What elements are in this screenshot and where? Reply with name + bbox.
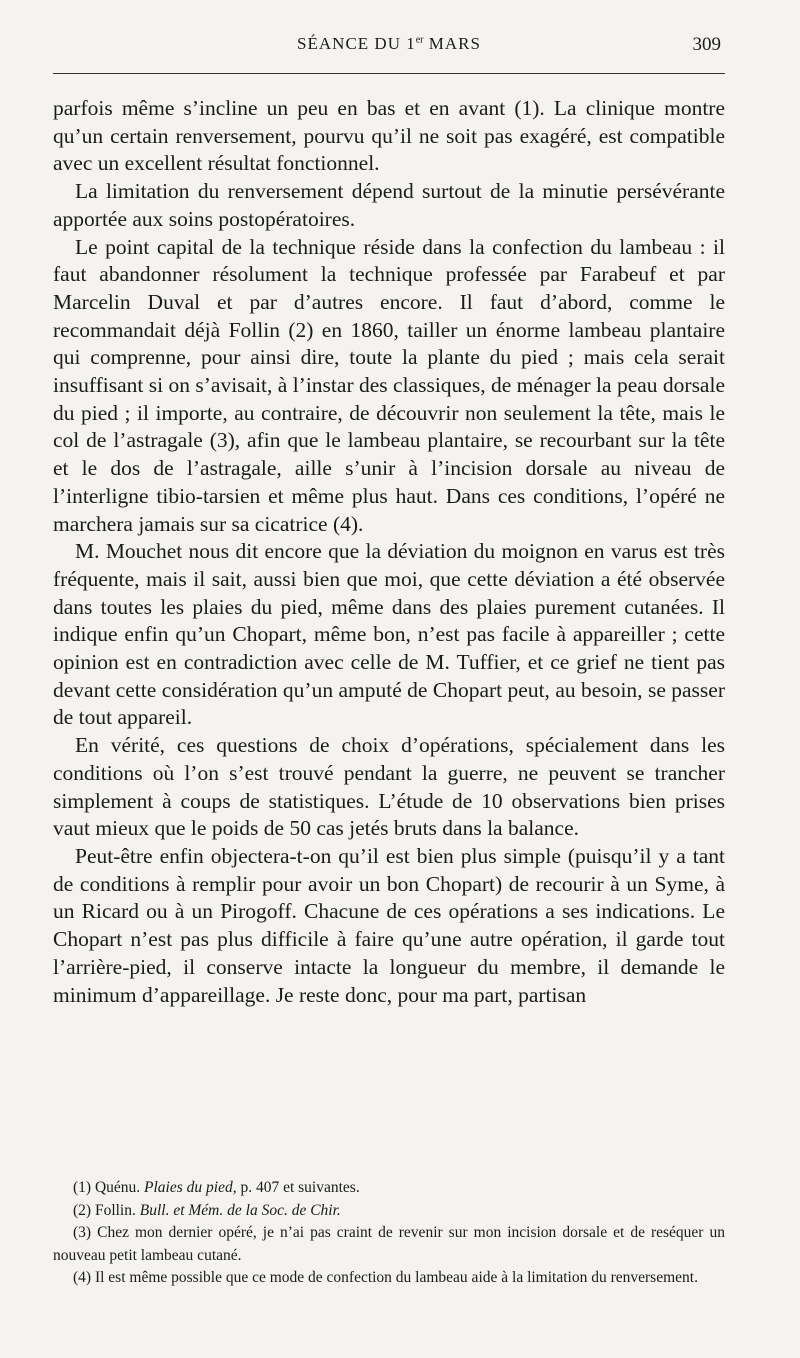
running-title	[53, 34, 725, 54]
footnote-number: (1)	[73, 1179, 92, 1196]
footnote-author: Follin.	[94, 1201, 136, 1219]
footnote-number: (2)	[73, 1201, 92, 1219]
footnote-text: Il est même possible que ce mode de confection du lambeau aide à la limitation du renversement.	[94, 1269, 698, 1287]
footnote	[53, 1222, 725, 1267]
running-header	[53, 34, 725, 58]
body-text	[53, 95, 725, 1009]
footnote-author: Quénu.	[94, 1179, 141, 1196]
running-title-prefix: SÉANCE DU 1	[297, 34, 416, 53]
footnote-number: (3)	[73, 1224, 92, 1242]
paragraph: En vérité, ces questions de choix d’opérations, spécialement dans les conditions où l’on s’est trouvé pendant la guerre, ne peuvent se trancher simplement à coups de statistiques. L’étude de 10 observations bien prises vaut mieux que le poids de 50 cas jetés bruts dans la balance.	[53, 733, 725, 841]
running-title-superscript: er	[415, 34, 424, 46]
running-title-suffix: MARS	[423, 34, 481, 53]
paragraph-continuation: parfois même s’incline un peu en bas et en avant (1). La clinique montre qu’un certain renversement, pourvu qu’il ne soit pas exagéré, est compatible avec un excellent résultat fonctionnel.	[53, 96, 725, 176]
footnote-title: Plaies du pied	[144, 1179, 233, 1196]
footnote-text: , p. 407 et suivantes.	[232, 1179, 360, 1196]
footnote	[53, 1200, 725, 1223]
footnotes	[53, 1177, 725, 1290]
paragraph: Le point capital de la technique réside dans la confection du lambeau : il faut abandonner résolument la technique professée par Farabeuf et par Marcelin Duval et par d’autres encore. Il faut d’abord, comme le recommandait déjà Follin (2) en 1860, tailler un énorme lambeau plantaire qui comprenne, pour ainsi dire, toute la plante du pied ; mais cela serait insuffisant si on s’avisait, à l’instar des classiques, de ménager la peau dorsale du pied ; il importe, au contraire, de découvrir non seulement la tête, mais le col de l’astragale (3), afin que le lambeau plantaire, se recourbant sur la tête et le dos de l’astragale, aille s’unir à l’incision dorsale au niveau de l’interligne tibio-tarsien et même plus haut. Dans ces conditions, l’opéré ne marchera jamais sur sa cicatrice (4).	[53, 234, 725, 536]
paragraph: M. Mouchet nous dit encore que la déviation du moignon en varus est très fréquente, mais il sait, aussi bien que moi, que cette déviation a été observée dans toutes les plaies du pied, même dans des plaies purement cutanées. Il indique enfin qu’un Chopart, même bon, n’est pas facile à appareiller ; cette opinion est en contradiction avec celle de M. Tuffier, et ce grief ne tient pas devant cette considération qu’un amputé de Chopart peut, au besoin, se passer de tout appareil.	[53, 539, 725, 730]
footnote	[53, 1177, 725, 1200]
footnote-number: (4)	[73, 1269, 92, 1287]
paragraph: Peut-être enfin objectera-t-on qu’il est bien plus simple (puisqu’il y a tant de conditions à remplir pour avoir un bon Chopart) de recourir à un Syme, à un Ricard ou à un Pirogoff. Chacune de ces opérations a ses indications. Le Chopart n’est pas plus difficile à faire qu’une autre opération, il garde tout l’arrière-pied, il conserve intacte la longueur du membre, il demande le minimum d’appareillage. Je reste donc, pour ma part, partisan	[53, 843, 725, 1007]
footnote-text: Chez mon dernier opéré, je n’ai pas craint de revenir sur mon incision dorsale et de reséquer un nouveau petit lambeau cutané.	[53, 1224, 725, 1264]
paragraph: La limitation du renversement dépend surtout de la minutie persévérante apportée aux soins postopératoires.	[53, 179, 725, 231]
footnote	[53, 1267, 725, 1290]
header-rule	[53, 73, 725, 74]
footnote-title: Bull. et Mém. de la Soc. de Chir.	[139, 1201, 341, 1219]
page-number: 309	[692, 34, 721, 55]
